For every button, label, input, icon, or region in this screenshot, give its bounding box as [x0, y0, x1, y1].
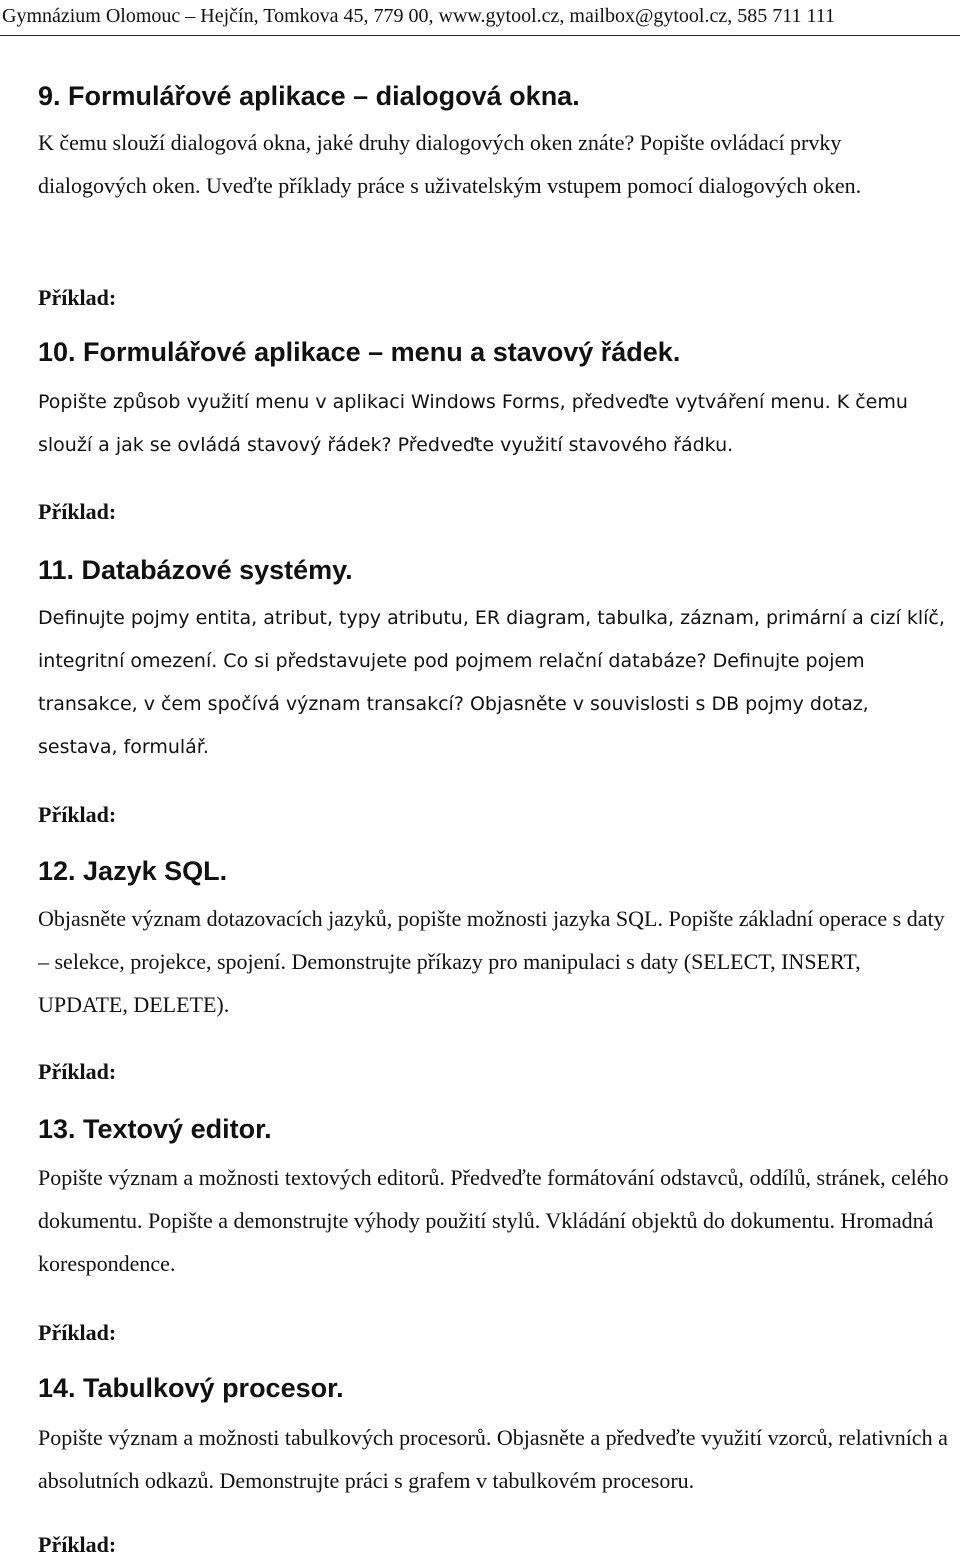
- section-paragraph: Objasněte význam dotazovacích jazyků, popište možnosti jazyka SQL. Popište základní operace s daty – selekce, projekce, spojení. Demonstrujte příkazy pro manipulaci s daty (SELECT, INSERT, UPDATE, DELETE).: [38, 906, 945, 1017]
- section-heading: 14. Tabulkový procesor.: [38, 1373, 344, 1403]
- example-label: Příklad:: [38, 285, 117, 310]
- example-label: Příklad:: [38, 499, 117, 524]
- example-label: Příklad:: [38, 1059, 117, 1084]
- section-paragraph: Definujte pojmy entita, atribut, typy atributu, ER diagram, tabulka, záznam, primární a cizí klíč, integritní omezení. Co si představujete pod pojmem relační databáze? Definujte pojem transakce, v čem spočívá význam transakcí? Objasněte v souvislosti s DB pojmy dotaz, sestava, formulář.: [38, 607, 945, 758]
- section-paragraph: Popište význam a možnosti tabulkových procesorů. Objasněte a předveďte využití vzorců, relativních a absolutních odkazů. Demonstrujte práci s grafem v tabulkovém procesoru.: [38, 1425, 948, 1493]
- section-paragraph: K čemu slouží dialogová okna, jaké druhy dialogových oken znáte? Popište ovládací prvky dialogových oken. Uveďte příklady práce s uživatelským vstupem pomocí dialogových oken.: [38, 130, 862, 198]
- section-heading: 10. Formulářové aplikace – menu a stavový řádek.: [38, 337, 681, 367]
- section-heading: 9. Formulářové aplikace – dialogová okna.: [38, 81, 580, 111]
- section-heading: 13. Textový editor.: [38, 1114, 272, 1144]
- section-paragraph: Popište způsob využití menu v aplikaci Windows Forms, předveďte vytváření menu. K čemu slouží a jak se ovládá stavový řádek? Předveďte využití stavového řádku.: [38, 391, 908, 456]
- section-heading: 12. Jazyk SQL.: [38, 856, 228, 886]
- example-label: Příklad:: [38, 1320, 117, 1345]
- section-heading: 11. Databázové systémy.: [38, 555, 353, 585]
- example-label: Příklad:: [38, 1532, 117, 1557]
- section-paragraph: Popište význam a možnosti textových editorů. Předveďte formátování odstavců, oddílů, stránek, celého dokumentu. Popište a demonstrujte výhody použití stylů. Vkládání objektů do dokumentu. Hromadná korespondence.: [38, 1165, 949, 1276]
- header-divider: [0, 35, 960, 36]
- example-label: Příklad:: [38, 802, 117, 827]
- page-header: Gymnázium Olomouc – Hejčín, Tomkova 45, 779 00, www.gytool.cz, mailbox@gytool.cz, 585 711 111: [2, 5, 836, 27]
